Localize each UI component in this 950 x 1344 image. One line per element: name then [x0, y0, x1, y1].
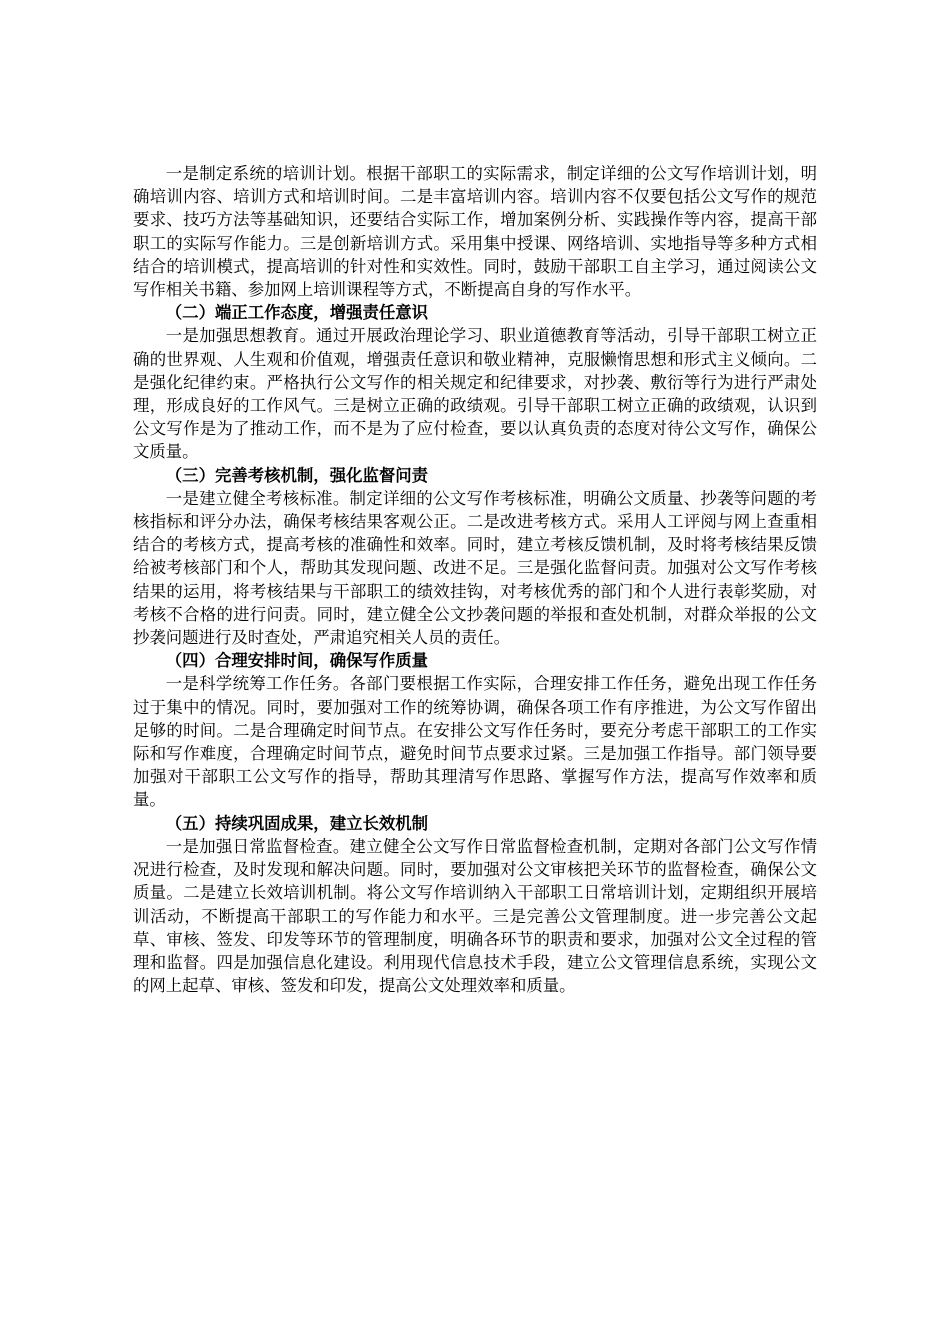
section-heading-2: （二）端正工作态度，增强责任意识 — [165, 303, 429, 323]
paragraph-mechanism: 一是加强日常监督检查。建立健全公文写作日常监督检查机制，定期对各部门公文写作情况进行检查，及时发现和解决问题。同时，要加强对公文审核把关环节的监督检查，确保公文质量。二是建立长效培训机制。将公文写作培训纳入干部职工日常培训计划，定期组织开展培训活动，不断提高干部职工的写作能力和水平。三是完善公文管理制度。进一步完善公文起草、审核、签发、印发等环节的管理制度，明确各环节的职责和要求，加强对公文全过程的管理和监督。四是加强信息化建设。利用现代信息技术手段，建立公文管理信息系统，实现公文的网上起草、审核、签发和印发，提高公文处理效率和质量。 — [133, 836, 817, 996]
paragraph-time: 一是科学统筹工作任务。各部门要根据工作实际，合理安排工作任务，避免出现工作任务过于集中的情况。同时，要加强对工作的统筹协调，确保各项工作有序推进，为公文写作留出足够的时间。二是合理确定时间节点。在安排公文写作任务时，要充分考虑干部职工的工作实际和写作难度，合理确定时间节点，避免时间节点要求过紧。三是加强工作指导。部门领导要加强对干部职工公文写作的指导，帮助其理清写作思路、掌握写作方法，提高写作效率和质量。 — [133, 674, 817, 810]
section-heading-4: （四）合理安排时间，确保写作质量 — [165, 651, 429, 671]
document-body — [133, 162, 817, 997]
section-heading-5: （五）持续巩固成果，建立长效机制 — [165, 813, 429, 833]
paragraph-assessment: 一是建立健全考核标准。制定详细的公文写作考核标准，明确公文质量、抄袭等问题的考核指标和评分办法，确保考核结果客观公正。二是改进考核方式。采用人工评阅与网上查重相结合的考核方式，提高考核的准确性和效率。同时，建立考核反馈机制，及时将考核结果反馈给被考核部门和个人，帮助其发现问题、改进不足。三是强化监督问责。加强对公文写作考核结果的运用，将考核结果与干部职工的绩效挂钩，对考核优秀的部门和个人进行表彰奖励，对考核不合格的进行问责。同时，建立健全公文抄袭问题的举报和查处机制，对群众举报的公文抄袭问题进行及时查处，严肃追究相关人员的责任。 — [133, 488, 817, 648]
section-heading-3: （三）完善考核机制，强化监督问责 — [165, 465, 429, 485]
paragraph-attitude: 一是加强思想教育。通过开展政治理论学习、职业道德教育等活动，引导干部职工树立正确的世界观、人生观和价值观，增强责任意识和敬业精神，克服懒惰思想和形式主义倾向。二是强化纪律约束。严格执行公文写作的相关规定和纪律要求，对抄袭、敷衍等行为进行严肃处理，形成良好的工作风气。三是树立正确的政绩观。引导干部职工树立正确的政绩观，认识到公文写作是为了推动工作，而不是为了应付检查，要以认真负责的态度对待公文写作，确保公文质量。 — [133, 326, 817, 462]
paragraph-training: 一是制定系统的培训计划。根据干部职工的实际需求，制定详细的公文写作培训计划，明确培训内容、培训方式和培训时间。二是丰富培训内容。培训内容不仅要包括公文写作的规范要求、技巧方法等基础知识，还要结合实际工作，增加案例分析、实践操作等内容，提高干部职工的实际写作能力。三是创新培训方式。采用集中授课、网络培训、实地指导等多种方式相结合的培训模式，提高培训的针对性和实效性。同时，鼓励干部职工自主学习，通过阅读公文写作相关书籍、参加网上培训课程等方式，不断提高自身的写作水平。 — [133, 164, 817, 300]
